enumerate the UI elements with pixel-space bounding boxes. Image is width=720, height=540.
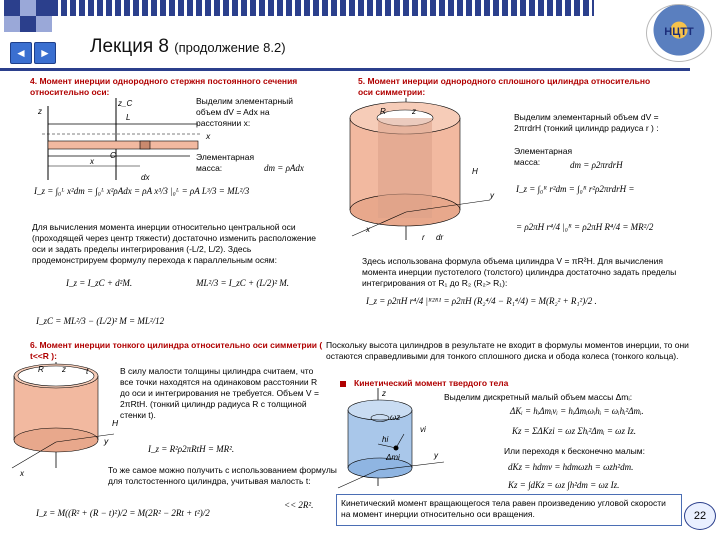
body-label-v: vi	[420, 425, 426, 434]
section-4-mass-formula: dm = ρAdx	[264, 163, 304, 173]
section-4-integral: I_z = ∫₀ᴸ x²dm = ∫₀ᴸ x²ρAdx = ρA x³/3 |₀ᴸ = ρA L³/3 = ML²/3	[34, 186, 250, 196]
cyl6-label-t: t	[86, 367, 89, 376]
section-7-note-2: Или переходя к бесконечно малым:	[504, 446, 645, 456]
solid-cylinder-diagram	[340, 94, 500, 254]
section-6-paragraph-1: В силу малости толщины цилиндра считаем, что все точки находятся на одинаковом расстоянии R до оси и интегрирования не требуется. Объем V = 2πRtH. (тонкий цилиндр радиуса R с толщиной стенки t).	[120, 366, 319, 420]
body-label-h: hi	[382, 435, 389, 444]
section-6-formula-1: I_z = R²ρ2πRtH = MR².	[148, 444, 235, 454]
section-4-paragraph: Для вычисления момента инерции относительно центральной оси (проходящей через центр тяжести) достаточно изменить расположение оси и задать пределы интегрирования (-L/2, L/2). Здесь продемонстрируем формулу перехода к параллельным осям:	[32, 222, 316, 265]
header-stripes	[52, 0, 594, 16]
section-5-mass-formula: dm = ρ2πrdrH	[570, 160, 623, 170]
body-label-omega: ωz	[390, 413, 401, 422]
logo-text: НЦТТ	[664, 26, 694, 38]
section-4-formula-3: I_zC = ML²/3 − (L/2)² M = ML²/12	[36, 316, 165, 326]
cyl6-label-y: y	[104, 436, 109, 446]
section-4-heading: 4. Момент инерции однородного стержня постоянного сечения относительно оси:	[30, 76, 298, 97]
conclusion-box: Кинетический момент вращающегося тела равен произведению угловой скорости на момент инерции относительно оси вращения.	[336, 494, 682, 526]
section-4-formula-2: ML²/3 = I_zC + (L/2)² M.	[196, 278, 290, 288]
prev-slide-button[interactable]: ◄	[10, 42, 32, 64]
cyl5-label-y: y	[490, 191, 494, 200]
section-7-formula-1: ΔKᵢ = hᵢΔmᵢvᵢ = hᵢΔmᵢωᵢhᵢ = ωᵢhᵢ²Δmᵢ.	[510, 406, 644, 416]
header-square	[36, 0, 52, 16]
thin-cylinder-diagram	[6, 360, 119, 480]
rigid-body-diagram	[334, 388, 446, 492]
section-6-heading: 6. Момент инерции тонкого цилиндра относительно оси симметрии ( t<<R ):	[30, 340, 323, 361]
section-5-paragraph: Здесь использована формула объема цилиндра V = πR²H. Для вычисления момента инерции пустотелого (толстого) цилиндра достаточно задать пределы интегрирования от R₁ до R₂ (R₂> R₁):	[362, 256, 677, 288]
header-square	[20, 0, 36, 16]
rod-label-L: L	[126, 113, 131, 122]
section-6-formula-2: I_z = M((R² + (R − t)²)/2 = M(2R² − 2Rt + t²)/2	[36, 508, 210, 518]
rod-label-dx: dx	[141, 173, 150, 182]
section-5-note-1: Выделим элементарный объем dV = 2πrdrH (тонкий цилиндр радиуса r ) :	[514, 112, 659, 133]
header-square	[4, 0, 20, 16]
section-7-intro: Поскольку высота цилиндров в результате не входит в формулы моментов инерции, то они остаются справедливыми для тонкого сплошного диска и обода колеса (тонкого кольца).	[326, 340, 689, 361]
section-5-heading: 5. Момент инерции однородного сплошного цилиндра относительно оси симметрии:	[358, 76, 651, 97]
header-square	[36, 16, 52, 32]
cyl5-label-dr: dr	[436, 233, 444, 242]
body-label-z: z	[382, 389, 386, 398]
rod-diagram	[30, 98, 200, 188]
section-7-formula-2: Kz = ΣΔKzi = ωz Σhᵢ²Δmᵢ = ωz Iz.	[512, 426, 637, 436]
header-square	[4, 16, 20, 32]
section-7-heading: Кинетический момент твердого тела	[354, 378, 509, 388]
section-7-note-1: Выделим дискретный малый объем массы Δmᵢ:	[444, 392, 633, 402]
section-5-formula-2: = ρ2πH r⁴/4 |₀ᴿ = ρ2πH R⁴/4 = MR²/2	[516, 222, 654, 232]
axis-x-label: x	[206, 131, 211, 141]
cyl6-label-x: x	[20, 469, 24, 478]
next-slide-button[interactable]: ►	[34, 42, 56, 64]
section-5-note-2: Элементарная масса:	[514, 146, 573, 167]
rod-label-zc: z_C	[118, 99, 133, 108]
cyl5-label-x: x	[366, 225, 370, 234]
section-4-note-2: Элементарная масса:	[196, 152, 255, 173]
section-7-formula-4: Kz = ∫dKz = ωz ∫h²dm = ωz Iz.	[508, 480, 620, 490]
section-6-paragraph-2: То же самое можно получить с использованием формулы для толстостенного цилиндра, учитывая малость t:	[108, 465, 337, 486]
title-divider	[0, 68, 690, 71]
rod-label-x: x	[90, 157, 94, 166]
cyl6-label-z: z	[62, 365, 66, 374]
body-label-y: y	[434, 451, 438, 460]
section-7-formula-3: dKz = hdmv = hdmωzh = ωzh²dm.	[508, 462, 634, 472]
cyl5-label-z: z	[412, 107, 416, 116]
body-label-dm: Δmi	[386, 453, 400, 462]
rod-label-z: z	[38, 107, 42, 116]
page-title: Лекция 8 (продолжение 8.2)	[90, 36, 286, 57]
page-number: 22	[684, 502, 716, 530]
section-6-formula-2-note: << 2R².	[284, 500, 314, 510]
cyl6-label-H: H	[112, 418, 119, 428]
bullet-icon	[340, 381, 346, 387]
cyl5-label-r: r	[422, 233, 425, 242]
section-4-formula-1: I_z = I_zC + d²M.	[66, 278, 133, 288]
section-5-formula-3: I_z = ρ2πH r⁴/4 |ᴿ²ᴿ¹ = ρ2πH (R₂⁴/4 − R₁⁴/4) = M(R₂² + R₁²)/2 .	[366, 296, 597, 306]
section-4-note-1: Выделим элементарный объем dV = Adx на расстоянии x:	[196, 96, 294, 128]
cyl5-label-H: H	[472, 167, 478, 176]
rod-label-C: C	[110, 151, 116, 160]
cyl6-label-R: R	[38, 365, 44, 374]
cyl5-label-R: R	[380, 107, 386, 116]
section-5-formula-1: I_z = ∫₀ᴿ r²dm = ∫₀ᴿ r²ρ2πrdrH =	[516, 184, 635, 194]
header-square	[20, 16, 36, 32]
